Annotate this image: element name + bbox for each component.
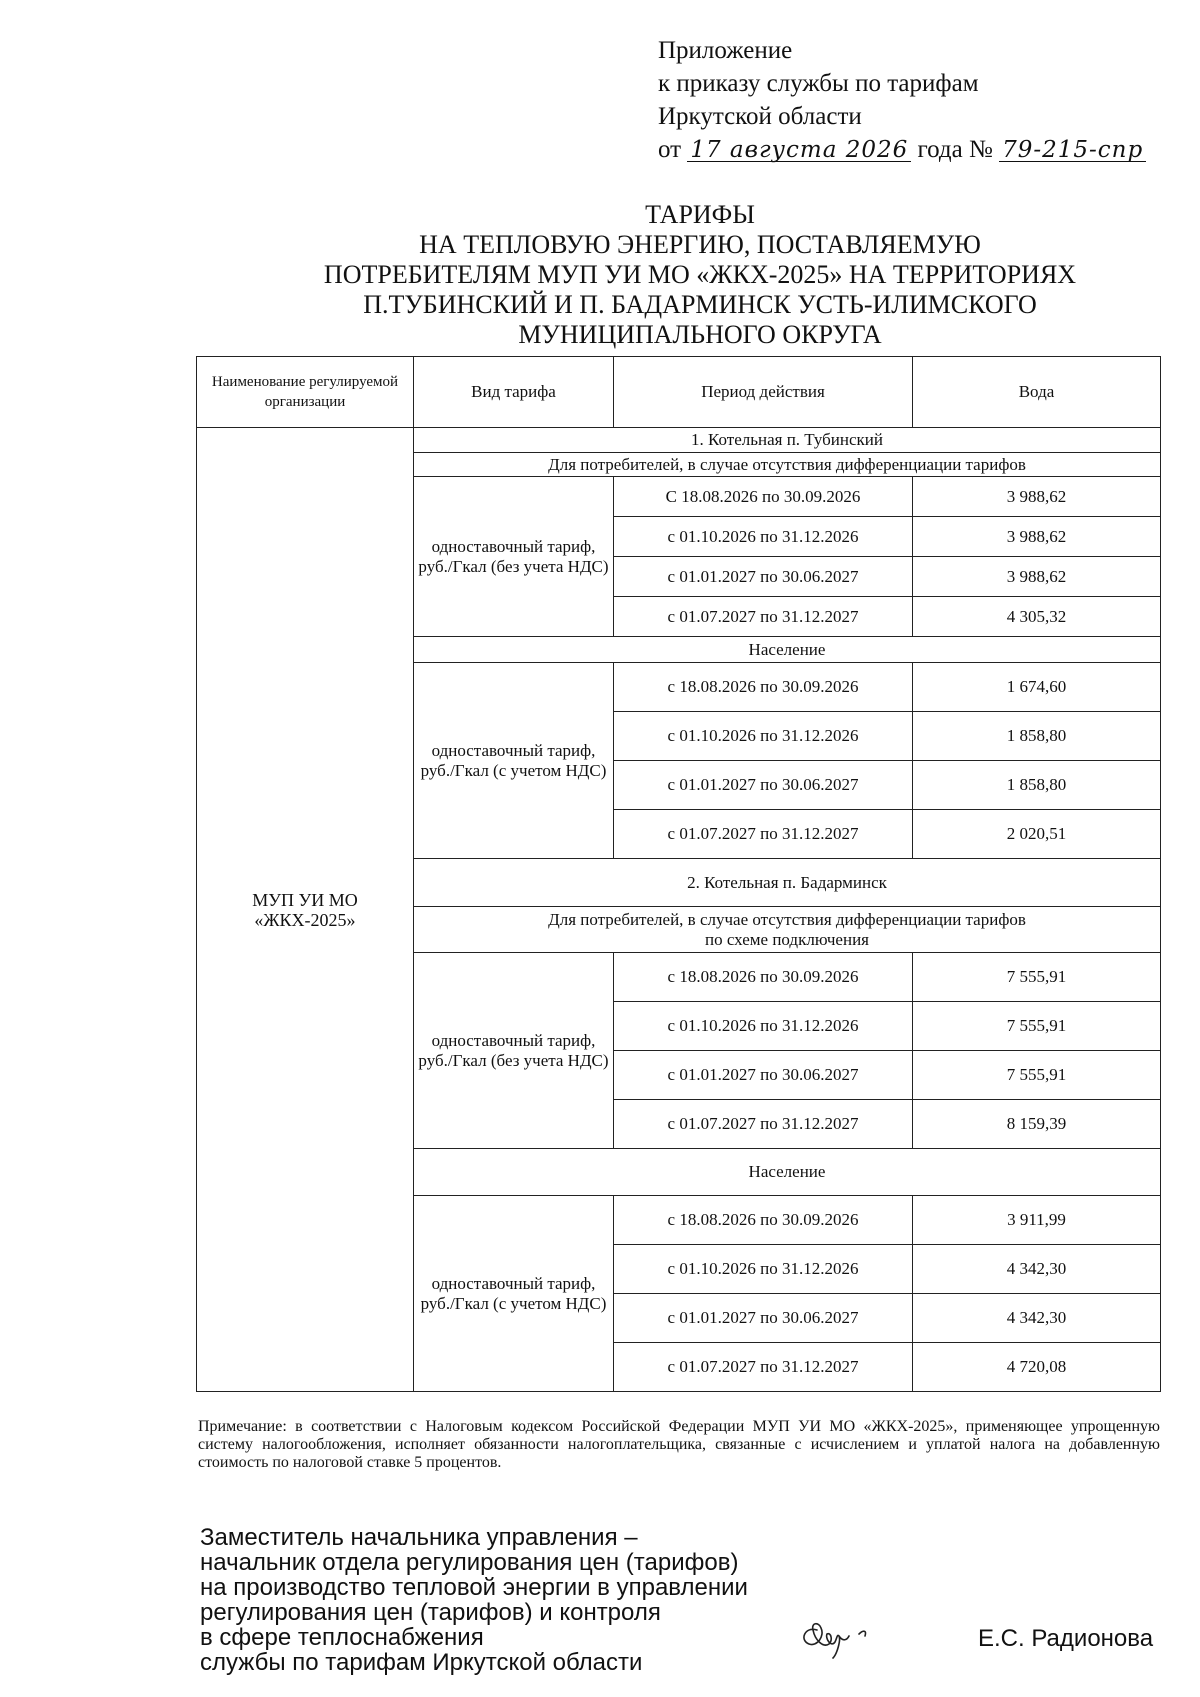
value-cell: 1 858,80 (913, 761, 1161, 810)
value-cell: 3 911,99 (913, 1196, 1161, 1245)
group-title-line: Для потребителей, в случае отсутствия дифференциации тарифов (548, 909, 1026, 929)
header-row (197, 357, 1161, 428)
section-title: 1. Котельная п. Тубинский (414, 428, 1161, 453)
value-cell: 3 988,62 (913, 477, 1161, 517)
tariff-type-cell: одноставочный тариф, руб./Гкал (без учета НДС) (414, 477, 614, 637)
value-cell: 4 305,32 (913, 597, 1161, 637)
appendix-line: Иркутской области (658, 103, 862, 130)
signoff-line: службы по тарифам Иркутской области (200, 1649, 643, 1676)
handwritten-signature (795, 1600, 895, 1660)
signoff-line: Заместитель начальника управления – (200, 1524, 638, 1551)
value-cell: 1 858,80 (913, 712, 1161, 761)
group-title: Для потребителей, в случае отсутствия дифференциации тарифов (414, 453, 1161, 477)
handwritten-date: 17 августа 2026 (687, 139, 911, 162)
header-water: Вода (913, 357, 1161, 428)
period-cell: С 18.08.2026 по 30.09.2026 (614, 477, 913, 517)
header-period: Период действия (614, 357, 913, 428)
from-word: от (658, 136, 682, 163)
appendix-order-line (658, 133, 1146, 166)
tariff-type-cell: одноставочный тариф, руб./Гкал (с учетом НДС) (414, 1196, 614, 1392)
period-cell: с 01.01.2027 по 30.06.2027 (614, 557, 913, 597)
organization-cell: МУП УИ МО «ЖКХ-2025» (197, 428, 414, 1392)
title-line: ТАРИФЫ (645, 200, 755, 229)
group-title: Население (414, 637, 1161, 663)
period-cell: с 01.01.2027 по 30.06.2027 (614, 1294, 913, 1343)
tariff-type-cell: одноставочный тариф, руб./Гкал (без учета НДС) (414, 953, 614, 1149)
value-cell: 8 159,39 (913, 1100, 1161, 1149)
value-cell: 7 555,91 (913, 1051, 1161, 1100)
value-cell: 7 555,91 (913, 953, 1161, 1002)
title-line: НА ТЕПЛОВУЮ ЭНЕРГИЮ, ПОСТАВЛЯЕМУЮ (419, 230, 981, 259)
year-word: года № (917, 136, 993, 163)
value-cell: 4 342,30 (913, 1245, 1161, 1294)
tariff-type-cell: одноставочный тариф, руб./Гкал (с учетом НДС) (414, 663, 614, 859)
value-cell: 4 720,08 (913, 1343, 1161, 1392)
period-cell: с 01.07.2027 по 31.12.2027 (614, 597, 913, 637)
signoff-line: регулирования цен (тарифов) и контроля (200, 1599, 661, 1626)
group-title-line: по схеме подключения (704, 929, 869, 949)
tax-note: Примечание: в соответствии с Налоговым кодексом Российской Федерации МУП УИ МО «ЖКХ-2025», применяющее упрощенную систему налогообложения, исполняет обязанности налогоплательщика, связанные с исчислением и уплатой налога на добавленную стоимость по налоговой ставке 5 процентов. (198, 1418, 1160, 1471)
tariff-table (196, 356, 1161, 1392)
document-title (150, 200, 1200, 350)
section-row (197, 428, 1161, 453)
header-tariff-type: Вид тарифа (414, 357, 614, 428)
appendix-line: Приложение (658, 37, 793, 64)
period-cell: с 01.07.2027 по 31.12.2027 (614, 810, 913, 859)
header-org: Наименование регулируемой организации (197, 357, 414, 428)
section-title: 2. Котельная п. Бадарминск (414, 859, 1161, 907)
signoff-line: в сфере теплоснабжения (200, 1624, 484, 1651)
title-line: П.ТУБИНСКИЙ И П. БАДАРМИНСК УСТЬ-ИЛИМСКОГО (363, 290, 1037, 319)
value-cell: 3 988,62 (913, 517, 1161, 557)
period-cell: с 01.10.2026 по 31.12.2026 (614, 712, 913, 761)
signoff-line: на производство тепловой энергии в управлении (200, 1574, 748, 1601)
title-line: ПОТРЕБИТЕЛЯМ МУП УИ МО «ЖКХ-2025» НА ТЕРРИТОРИЯХ (323, 260, 1077, 289)
value-cell: 4 342,30 (913, 1294, 1161, 1343)
appendix-line: к приказу службы по тарифам (658, 70, 979, 97)
period-cell: с 18.08.2026 по 30.09.2026 (614, 663, 913, 712)
group-title: Население (414, 1149, 1161, 1196)
signoff-line: начальник отдела регулирования цен (тарифов) (200, 1549, 739, 1576)
handwritten-order-number: 79-215-спр (999, 139, 1146, 162)
value-cell: 3 988,62 (913, 557, 1161, 597)
value-cell: 2 020,51 (913, 810, 1161, 859)
period-cell: с 01.01.2027 по 30.06.2027 (614, 761, 913, 810)
period-cell: с 01.07.2027 по 31.12.2027 (614, 1343, 913, 1392)
period-cell: с 18.08.2026 по 30.09.2026 (614, 1196, 913, 1245)
signer-name: Е.С. Радионова (978, 1625, 1154, 1652)
period-cell: с 01.01.2027 по 30.06.2027 (614, 1051, 913, 1100)
period-cell: с 01.10.2026 по 31.12.2026 (614, 1002, 913, 1051)
title-line: МУНИЦИПАЛЬНОГО ОКРУГА (518, 320, 882, 349)
group-title (414, 907, 1161, 953)
signoff-block (200, 1525, 748, 1675)
period-cell: с 01.10.2026 по 31.12.2026 (614, 1245, 913, 1294)
period-cell: с 01.07.2027 по 31.12.2027 (614, 1100, 913, 1149)
value-cell: 1 674,60 (913, 663, 1161, 712)
value-cell: 7 555,91 (913, 1002, 1161, 1051)
appendix-block (658, 34, 1146, 166)
period-cell: с 18.08.2026 по 30.09.2026 (614, 953, 913, 1002)
period-cell: с 01.10.2026 по 31.12.2026 (614, 517, 913, 557)
